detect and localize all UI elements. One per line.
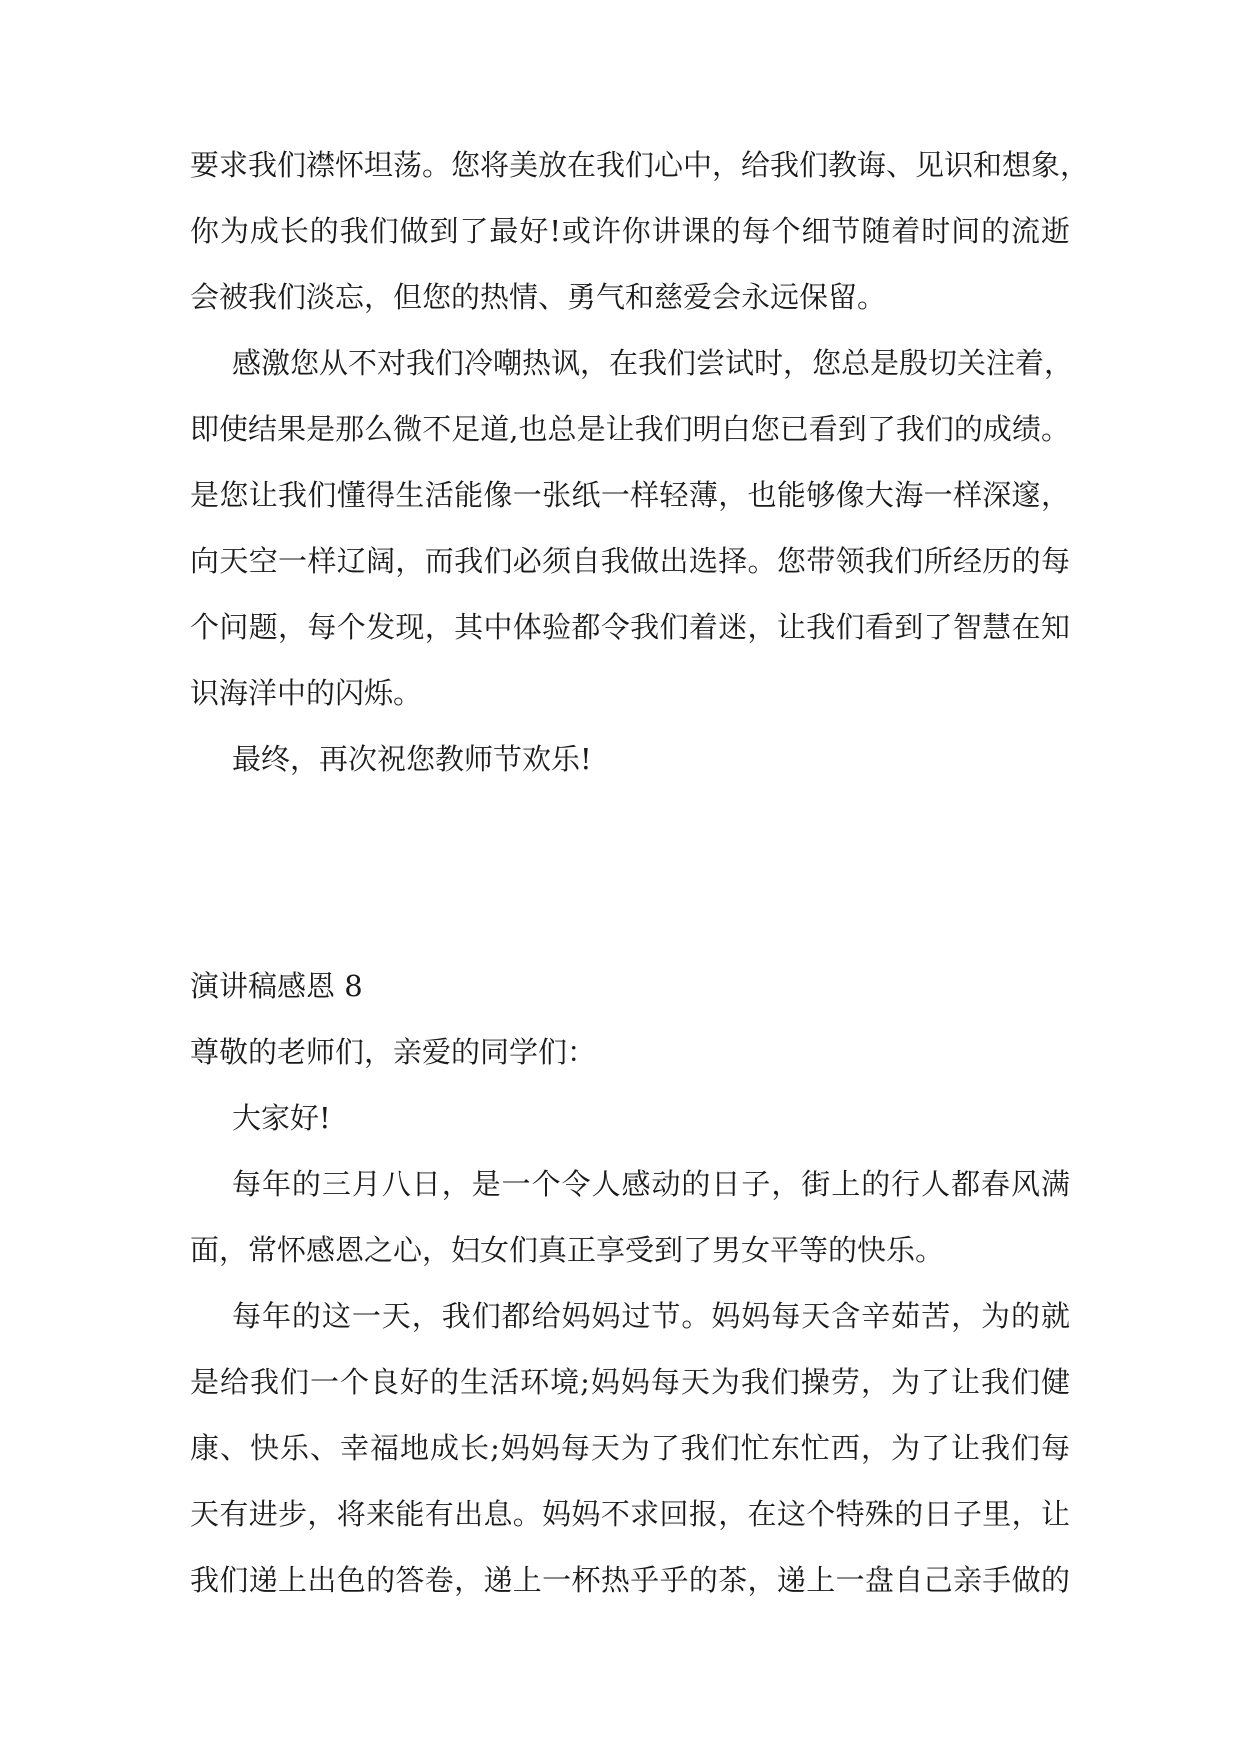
- text-line: 天有进步，将来能有出息。妈妈不求回报，在这个特殊的日子里，让: [190, 1497, 1070, 1531]
- text-line: 你为成长的我们做到了最好!或许你讲课的每个细节随着时间的流逝: [190, 214, 1070, 248]
- text-line: 我们递上出色的答卷，递上一杯热乎乎的茶，递上一盘自己亲手做的: [190, 1563, 1070, 1597]
- text-line: 感激您从不对我们冷嘲热讽，在我们尝试时，您总是殷切关注着，: [232, 346, 1074, 380]
- paragraph-closing: [190, 726, 1070, 792]
- text-line: 即使结果是那么微不足道,也总是让我们明白您已看到了我们的成绩。: [190, 412, 1070, 446]
- greeting: 大家好!: [232, 1101, 331, 1135]
- text-line: 会被我们淡忘，但您的热情、勇气和慈爱会永远保留。: [190, 280, 887, 314]
- paragraph-continuation: [190, 132, 1090, 330]
- paragraph-gratitude: [190, 330, 1074, 726]
- text-line: 康、快乐、幸福地成长;妈妈每天为了我们忙东忙西，为了让我们每: [190, 1431, 1070, 1465]
- text-line: 是您让我们懂得生活能像一张纸一样轻薄，也能够像大海一样深邃，: [190, 478, 1070, 512]
- salutation: 尊敬的老师们，亲爱的同学们：: [190, 1035, 597, 1069]
- text-line: 个问题，每个发现，其中体验都令我们着迷，让我们看到了智慧在知: [190, 610, 1070, 644]
- text-line: 面，常怀感恩之心，妇女们真正享受到了男女平等的快乐。: [190, 1233, 945, 1267]
- text-line: 识海洋中的闪烁。: [190, 676, 423, 710]
- text-line: 最终，再次祝您教师节欢乐!: [232, 742, 592, 776]
- section-title: 演讲稿感恩 8: [190, 969, 363, 1003]
- text-line: 向天空一样辽阔，而我们必须自我做出选择。您带领我们所经历的每: [190, 544, 1070, 578]
- text-line: 每年的三月八日，是一个令人感动的日子，街上的行人都春风满: [232, 1167, 1070, 1201]
- speech-8-section: [190, 953, 1070, 1613]
- text-line: 要求我们襟怀坦荡。您将美放在我们心中，给我们教诲、见识和想象，: [190, 148, 1090, 182]
- text-line: 是给我们一个良好的生活环境;妈妈每天为我们操劳，为了让我们健: [190, 1365, 1070, 1399]
- text-line: 每年的这一天，我们都给妈妈过节。妈妈每天含辛茹苦，为的就: [232, 1299, 1070, 1333]
